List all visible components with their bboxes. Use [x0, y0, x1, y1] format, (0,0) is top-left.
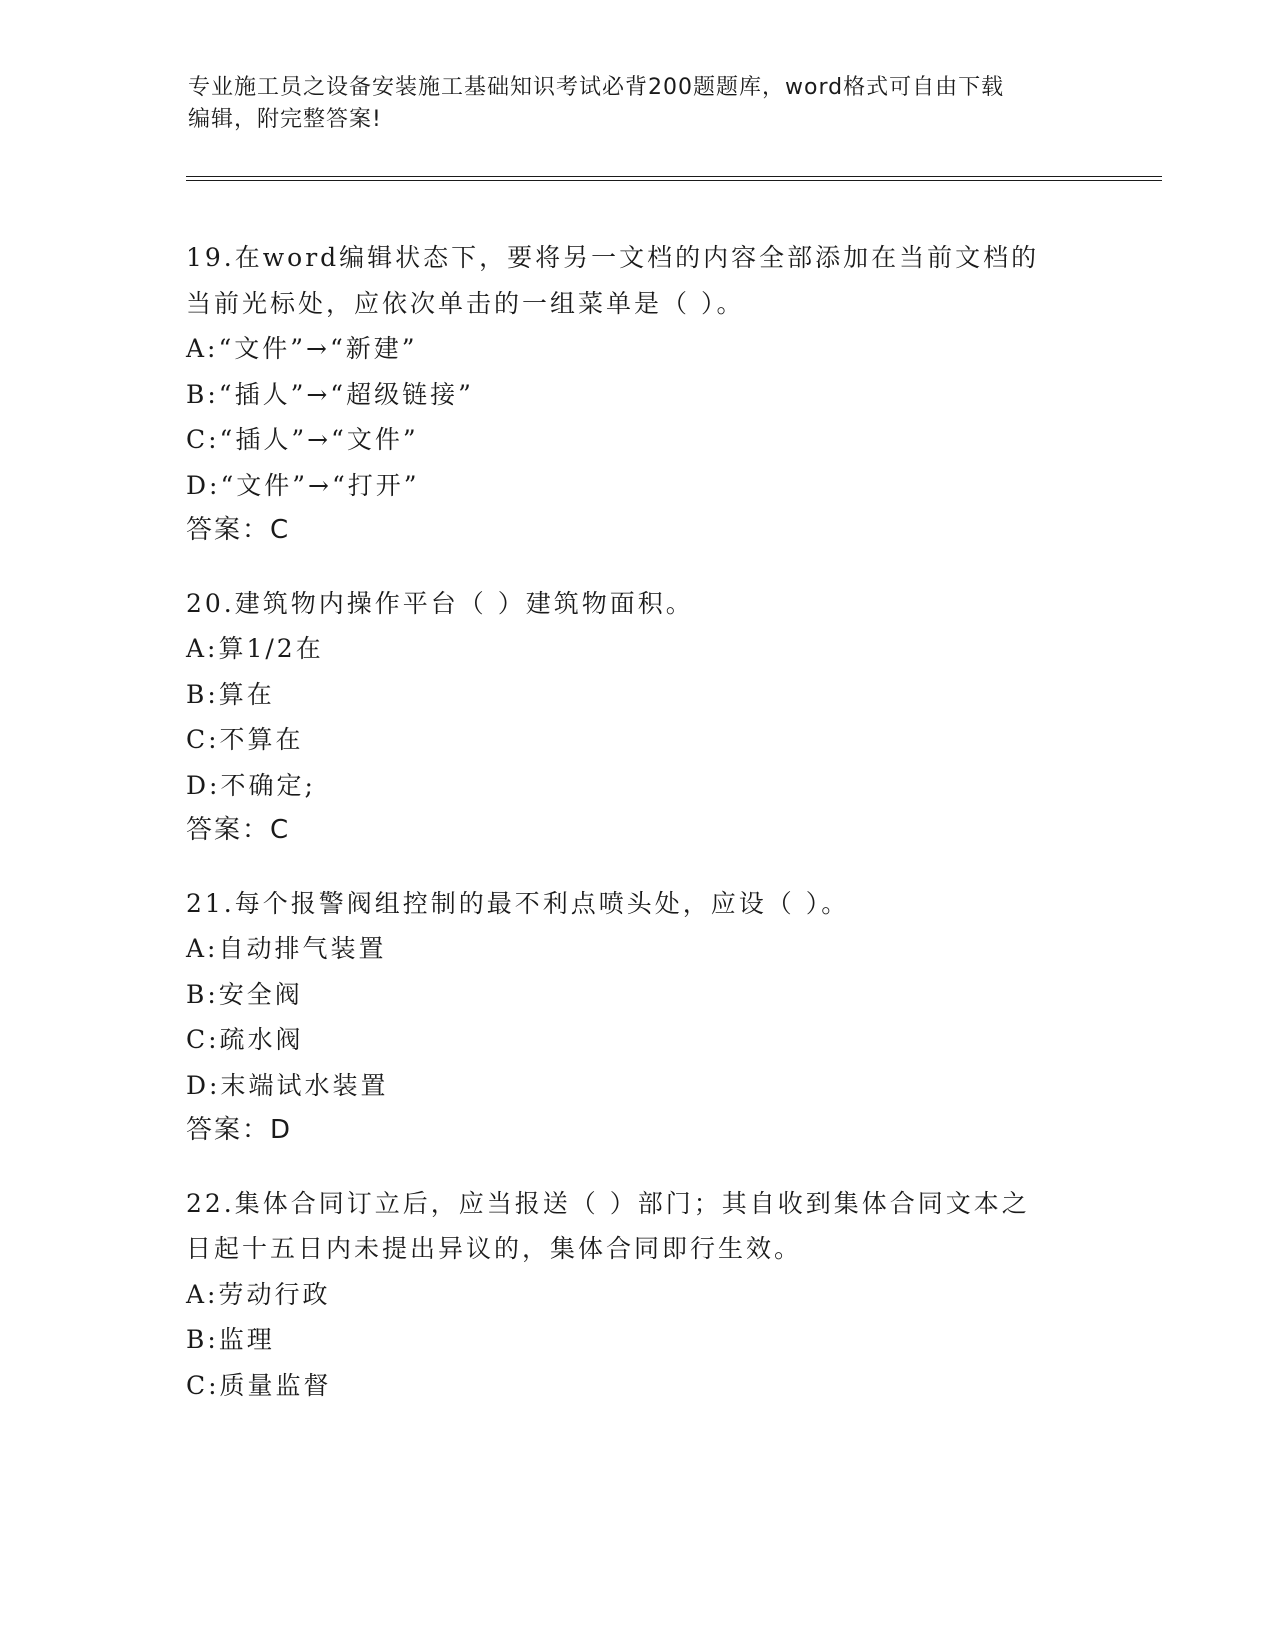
option-a: A:算1/2在 [186, 634, 324, 663]
question-stem-line: 22.集体合同订立后，应当报送（ ）部门；其自收到集体合同文本之 [186, 1188, 1030, 1218]
document-title-line-1: 专业施工员之设备安装施工基础知识考试必背200题题库，word格式可自由下载 [188, 75, 1005, 100]
question-stem-line: 当前光标处，应依次单击的一组菜单是（ ）。 [186, 288, 745, 318]
question-stem-line: 19.在word编辑状态下，要将另一文档的内容全部添加在当前文档的 [186, 243, 1040, 272]
document-header [188, 72, 1088, 136]
option-b: B:监理 [186, 1325, 275, 1354]
question-22 [186, 1181, 1086, 1409]
question-19 [186, 235, 1086, 554]
answer-line: 答案：C [186, 815, 291, 845]
option-d: D:“文件”→“打开” [186, 470, 420, 500]
header-divider [186, 176, 1162, 181]
option-c: C:质量监督 [186, 1370, 332, 1400]
option-b: B:安全阀 [186, 979, 303, 1009]
question-stem-line: 21.每个报警阀组控制的最不利点喷头处，应设（ ）。 [186, 888, 850, 918]
option-b: B:算在 [186, 679, 275, 709]
option-a: A:劳动行政 [186, 1279, 331, 1309]
question-stem-line: 20.建筑物内操作平台（ ）建筑物面积。 [186, 588, 694, 618]
option-a: A:自动排气装置 [186, 934, 387, 963]
question-21 [186, 881, 1086, 1154]
option-c: C:“插人”→“文件” [186, 425, 419, 454]
question-list [186, 235, 1086, 1435]
option-d: D:末端试水装置 [186, 1070, 389, 1100]
answer-line: 答案：C [186, 515, 291, 545]
question-stem-line: 日起十五日内未提出异议的，集体合同即行生效。 [186, 1234, 803, 1263]
document-title-line-2: 编辑，附完整答案! [188, 107, 382, 132]
option-c: C:不算在 [186, 725, 304, 754]
question-20 [186, 581, 1086, 854]
answer-line: 答案：D [186, 1115, 293, 1145]
option-a: A:“文件”→“新建” [186, 334, 418, 363]
option-c: C:疏水阀 [186, 1025, 304, 1054]
option-b: B:“插人”→“超级链接” [186, 379, 474, 409]
option-d: D:不确定; [186, 770, 316, 800]
